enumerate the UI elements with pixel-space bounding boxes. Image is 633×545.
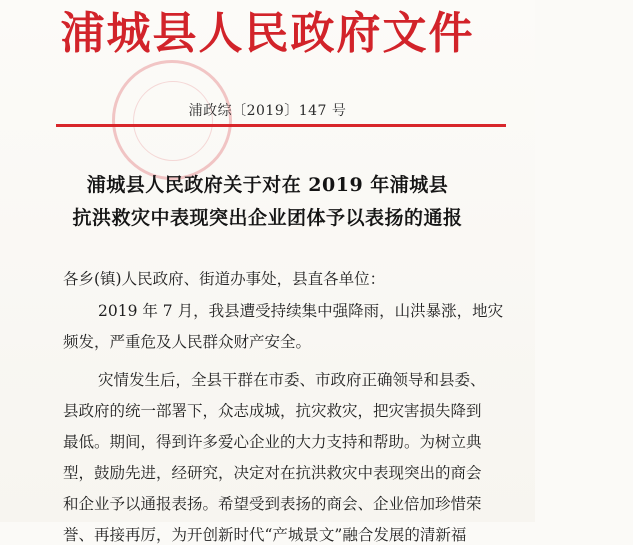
paragraph-2-line-5: 和企业予以通报表扬。希望受到表扬的商会、企业倍加珍惜荣	[63, 495, 482, 513]
seal-inner-ring	[133, 81, 213, 161]
notice-title-line-2: 抗洪救灾中表现突出企业团体予以表扬的通报	[72, 207, 463, 229]
paragraph-2-line-6: 誉、再接再厉，为开创新时代“产城景文”融合发展的清新福	[63, 526, 467, 544]
paragraph-2-line-4: 型，鼓励先进，经研究，决定对在抗洪救灾中表现突出的商会	[63, 464, 482, 482]
paragraph-2-line-2: 县政府的统一部署下，众志成城，抗灾救灾，把灾害损失降到	[63, 402, 482, 420]
paragraph-2-line-3: 最低。期间，得到许多爱心企业的大力支持和帮助。为树立典	[63, 433, 482, 451]
addressee-line: 各乡(镇)人民政府、街道办事处，县直各单位：	[63, 270, 386, 288]
notice-title-line-1: 浦城县人民政府关于对在 2019 年浦城县	[86, 174, 449, 196]
red-divider-line	[56, 124, 506, 127]
paragraph-1-line-1: 2019 年 7 月，我县遭受持续集中强降雨，山洪暴涨，地灾	[98, 302, 504, 320]
paragraph-2-line-1: 灾情发生后，全县干群在市委、市政府正确领导和县委、	[98, 371, 486, 389]
document-number: 浦政综〔2019〕147 号	[188, 103, 347, 119]
document-header-title: 浦城县人民政府文件	[60, 8, 475, 59]
paragraph-1-line-2: 频发，严重危及人民群众财产安全。	[63, 333, 312, 351]
official-seal-watermark	[112, 60, 232, 180]
